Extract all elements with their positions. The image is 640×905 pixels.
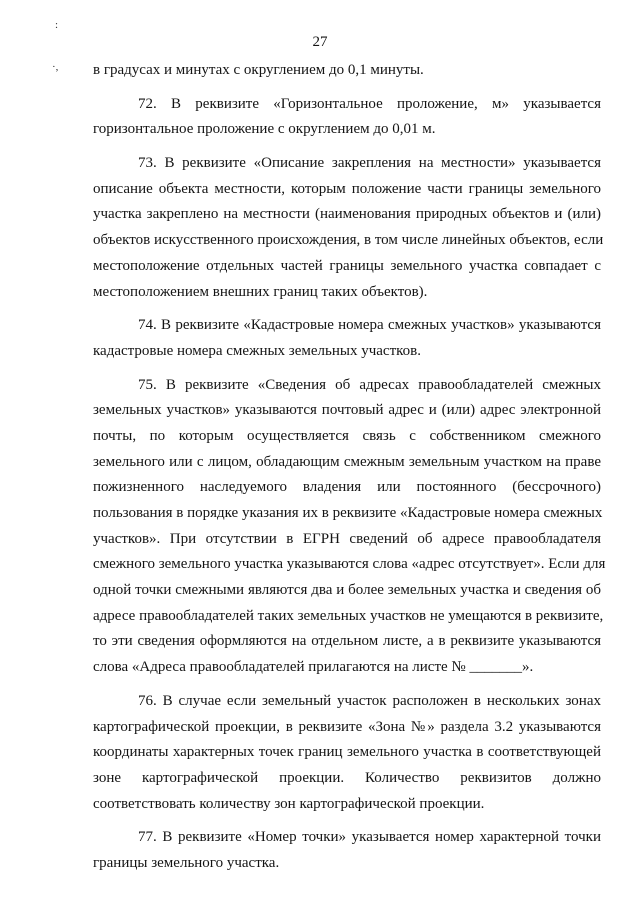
- text-line: 72. В реквизите «Горизонтальное проложение, м» указывается: [138, 95, 601, 112]
- scan-mark: :: [55, 19, 59, 31]
- page-number: 27: [312, 34, 328, 50]
- text-line: пожизненного наследуемого владения или постоянного (бессрочного): [93, 479, 601, 496]
- text-line: описание объекта местности, которым положение части границы земельного: [93, 180, 601, 197]
- text-line: местоположением внешних границ таких объектов).: [93, 283, 428, 300]
- paragraph: [93, 313, 601, 364]
- text-line: почты, по которым осуществляется связь с собственником смежного: [93, 427, 601, 444]
- text-line: кадастровые номера смежных земельных участков.: [93, 342, 421, 359]
- paragraph: [93, 58, 601, 84]
- paragraph-gap: [93, 305, 601, 313]
- paragraph-gap: [93, 365, 601, 373]
- paragraph: [93, 825, 601, 876]
- text-line: 73. В реквизите «Описание закрепления на местности» указывается: [138, 155, 601, 172]
- text-line: участка закреплено на местности (наименования природных объектов и (или): [93, 206, 601, 223]
- text-line: объектов искусственного происхождения, в том числе линейных объектов, если: [93, 232, 604, 249]
- text-line: 74. В реквизите «Кадастровые номера смежных участков» указываются: [138, 317, 601, 334]
- paragraph-gap: [93, 681, 601, 689]
- text-line: местоположение отдельных частей границы земельного участка совпадает с: [93, 257, 601, 274]
- text-line: 77. В реквизите «Номер точки» указывается номер характерной точки: [138, 829, 601, 846]
- text-line: в градусах и минутах с округлением до 0,1 минуты.: [93, 62, 424, 78]
- paragraph: [93, 373, 606, 681]
- text-line: 75. В реквизите «Сведения об адресах правообладателей смежных: [138, 376, 601, 393]
- text-line: участков». При отсутствии в ЕГРН сведений об адресе правообладателя: [93, 530, 601, 547]
- text-line: зоне картографической проекции. Количество реквизитов должно: [93, 769, 601, 786]
- text-line: слова «Адреса правообладателей прилагаются на листе № _______».: [93, 659, 534, 676]
- text-line: соответствовать количеству зон картографической проекции.: [93, 795, 485, 812]
- text-line: координаты характерных точек границ земельного участка в соответствующей: [93, 744, 601, 761]
- paragraph: [93, 151, 604, 305]
- text-line: земельных участков» указываются почтовый адрес и (или) адрес электронной: [93, 402, 601, 419]
- paragraph-gap: [93, 84, 601, 92]
- text-line: то эти сведения оформляются на отдельном листе, а в реквизите указываются: [93, 633, 601, 650]
- text-line: горизонтальное проложение с округлением до 0,01 м.: [93, 121, 436, 138]
- text-line: адресе правообладателей таких земельных участков не умещаются в реквизите,: [93, 607, 604, 624]
- text-line: одной точки смежными являются два и более земельных участка и сведения об: [93, 582, 601, 599]
- text-line: границы земельного участка.: [93, 854, 280, 871]
- text-line: смежного земельного участка указываются слова «адрес отсутствует». Если для: [93, 556, 606, 573]
- paragraph: [93, 92, 601, 143]
- text-line: картографической проекции, в реквизите «Зона №» раздела 3.2 указываются: [93, 718, 601, 735]
- text-line: земельного или с лицом, обладающим смежным земельным участком на праве: [93, 453, 601, 470]
- body-text: [93, 58, 606, 877]
- paragraph-gap: [93, 143, 601, 151]
- text-line: 76. В случае если земельный участок расположен в нескольких зонах: [138, 692, 601, 709]
- paragraph: [93, 689, 601, 817]
- scan-mark: ·,: [52, 61, 59, 73]
- text-line: пользования в порядке указания их в реквизите «Кадастровые номера смежных: [93, 505, 603, 521]
- paragraph-gap: [93, 817, 601, 825]
